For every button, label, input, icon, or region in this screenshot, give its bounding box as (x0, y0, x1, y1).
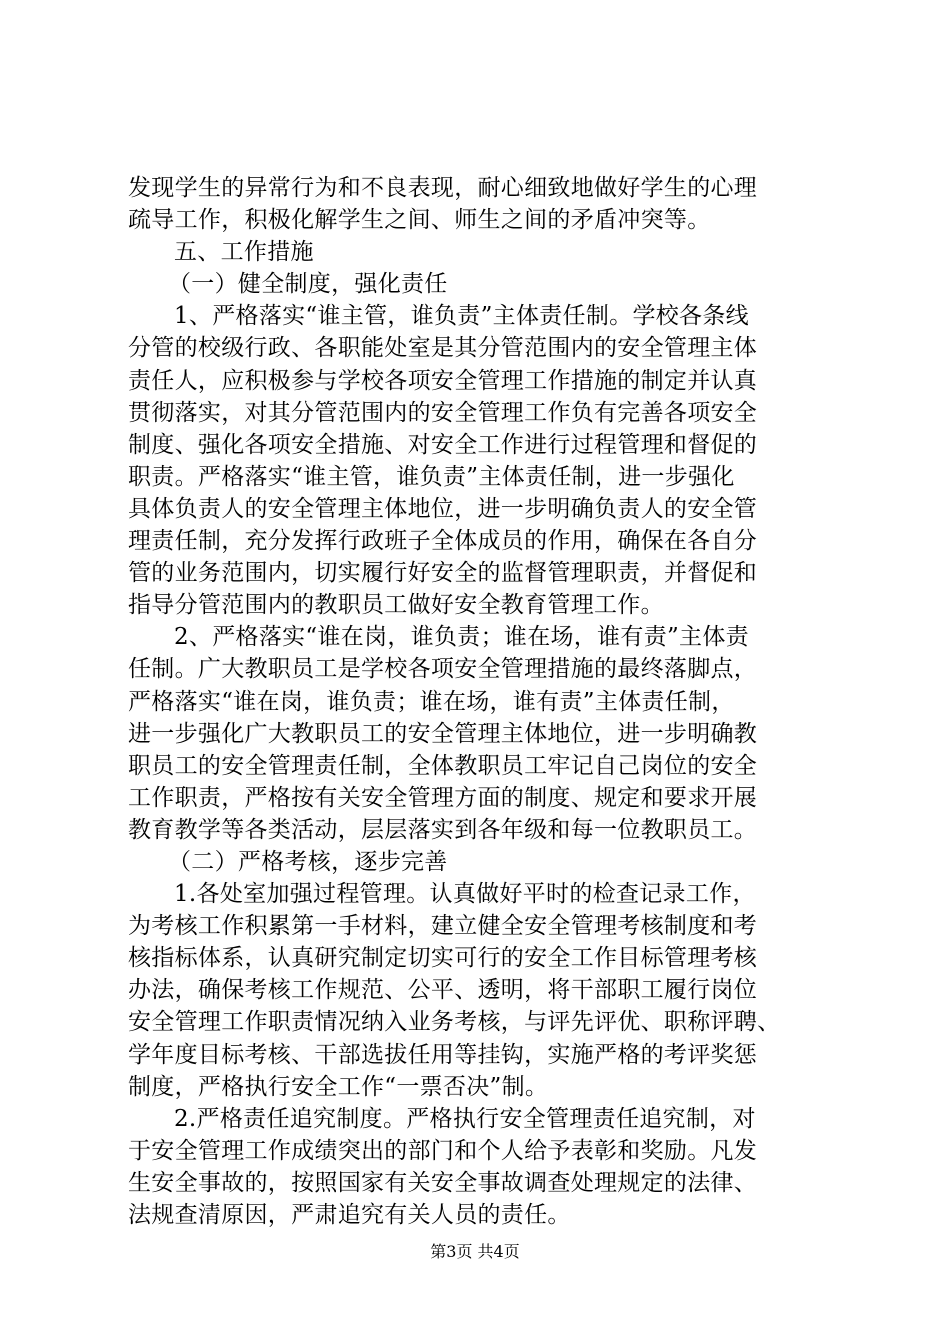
body-line: 疏导工作，积极化解学生之间、师生之间的矛盾冲突等。 (128, 207, 711, 234)
page-number: 第3页 共4页 (430, 1242, 520, 1261)
body-line: 理责任制，充分发挥行政班子全体成员的作用，确保在各自分 (128, 528, 758, 555)
body-line: 于安全管理工作成绩突出的部门和个人给予表彰和奖励。凡发 (128, 1137, 758, 1164)
body-line: 法规查清原因，严肃追究有关人员的责任。 (128, 1202, 571, 1228)
body-line: 进一步强化广大教职员工的安全管理主体地位，进一步明确教 (128, 720, 758, 747)
body-line: 具体负责人的安全管理主体地位，进一步明确负责人的安全管 (128, 495, 758, 522)
body-line: 核指标体系，认真研究制定切实可行的安全工作目标管理考核 (128, 945, 758, 972)
body-line: 发现学生的异常行为和不良表现，耐心细致地做好学生的心理 (128, 175, 758, 201)
body-line: 1.各处室加强过程管理。认真做好平时的检查记录工作， (174, 881, 756, 908)
body-line: 贯彻落实，对其分管范围内的安全管理工作负有完善各项安全 (128, 399, 758, 426)
body-line: 任制。广大教职员工是学校各项安全管理措施的最终落脚点， (128, 656, 758, 683)
subsection-heading: （二）严格考核，逐步完善 (168, 848, 448, 875)
body-line: 制度，严格执行安全工作“一票否决”制。 (128, 1073, 549, 1100)
body-line: 2、严格落实“谁在岗，谁负责；谁在场，谁有责”主体责 (174, 624, 749, 651)
body-line: 办法，确保考核工作规范、公平、透明，将干部职工履行岗位 (128, 977, 758, 1004)
body-line: 职责。严格落实“谁主管，谁负责”主体责任制，进一步强化 (128, 463, 735, 490)
body-line: 制度、强化各项安全措施、对安全工作进行过程管理和督促的 (128, 431, 758, 458)
body-line: 1、严格落实“谁主管，谁负责”主体责任制。学校各条线 (174, 303, 749, 330)
body-line: 分管的校级行政、各职能处室是其分管范围内的安全管理主体 (128, 335, 758, 362)
subsection-heading: （一）健全制度，强化责任 (168, 271, 448, 298)
body-line: 学年度目标考核、干部选拔任用等挂钩，实施严格的考评奖惩 (128, 1041, 758, 1068)
document-body (128, 172, 838, 1231)
body-line: 管的业务范围内，切实履行好安全的监督管理职责，并督促和 (128, 560, 758, 587)
body-line: 指导分管范围内的教职员工做好安全教育管理工作。 (128, 592, 664, 619)
body-line: 严格落实“谁在岗，谁负责；谁在场，谁有责”主体责任制， (128, 688, 735, 715)
body-line: 生安全事故的，按照国家有关安全事故调查处理规定的法律、 (128, 1169, 758, 1196)
body-line: 职员工的安全管理责任制，全体教职员工牢记自己岗位的安全 (128, 752, 758, 779)
body-line: 为考核工作积累第一手材料，建立健全安全管理考核制度和考 (128, 913, 758, 940)
section-heading: 五、工作措施 (174, 239, 314, 266)
body-line: 安全管理工作职责情况纳入业务考核，与评先评优、职称评聘、 (128, 1009, 781, 1036)
body-line: 2.严格责任追究制度。严格执行安全管理责任追究制，对 (174, 1105, 756, 1132)
body-line: 教育教学等各类活动，层层落实到各年级和每一位教职员工。 (128, 816, 758, 843)
body-line: 工作职责，严格按有关安全管理方面的制度、规定和要求开展 (128, 784, 758, 811)
body-line: 责任人，应积极参与学校各项安全管理工作措施的制定并认真 (128, 367, 758, 394)
